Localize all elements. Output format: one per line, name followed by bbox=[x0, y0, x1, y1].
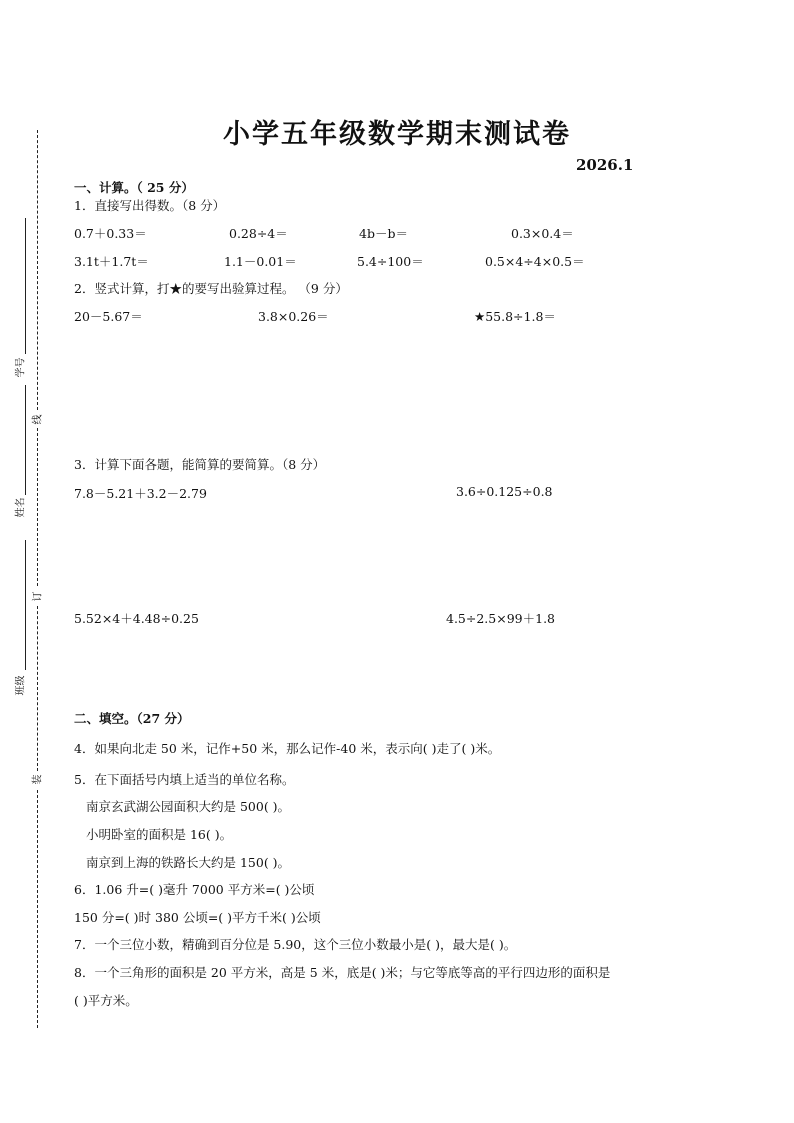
q3-item: 5.52×4＋4.48÷0.25 bbox=[74, 611, 199, 626]
q1-item: 0.7＋0.33＝ bbox=[74, 226, 147, 241]
section2-heading: 二、填空。（27 分） bbox=[74, 711, 190, 726]
q2-label: 2．竖式计算，打★的要写出验算过程。 （9 分） bbox=[74, 281, 348, 296]
class-write-line bbox=[25, 540, 26, 670]
q2-item: 20－5.67＝ bbox=[74, 309, 143, 324]
q2-item: 3.8×0.26＝ bbox=[258, 309, 329, 324]
binding-label-order: 订 bbox=[32, 591, 44, 602]
q7-text: 7．一个三位小数，精确到百分位是 5.90，这个三位小数最小是( )，最大是( )。 bbox=[74, 937, 517, 952]
section1-heading: 一、计算。（ 25 分） bbox=[74, 180, 194, 195]
q2-item: ★55.8÷1.8＝ bbox=[474, 309, 556, 324]
binding-dash-line-bottom bbox=[37, 790, 38, 1028]
q8-line2: ( )平方米。 bbox=[74, 993, 138, 1008]
binding-label-line: 线 bbox=[32, 414, 44, 425]
q1-item: 0.3×0.4＝ bbox=[511, 226, 574, 241]
binding-dash-line-low bbox=[37, 606, 38, 771]
q5-line: 南京到上海的铁路长大约是 150( )。 bbox=[86, 855, 291, 870]
q5-label: 5．在下面括号内填上适当的单位名称。 bbox=[74, 772, 295, 787]
name-label: 姓名 bbox=[15, 497, 27, 518]
q1-item: 3.1t＋1.7t＝ bbox=[74, 254, 149, 269]
name-write-line bbox=[25, 385, 26, 495]
page-title: 小学五年级数学期末测试卷 bbox=[223, 119, 571, 150]
q3-item: 3.6÷0.125÷0.8 bbox=[456, 484, 553, 499]
exam-date: 2026.1 bbox=[576, 156, 634, 174]
class-label: 班级 bbox=[15, 675, 27, 696]
binding-dash-line-top bbox=[37, 130, 38, 410]
q1-item: 0.28÷4＝ bbox=[229, 226, 288, 241]
q1-label: 1．直接写出得数。（8 分） bbox=[74, 198, 226, 213]
q6-line2: 150 分=( )时 380 公顷=( )平方千米( )公顷 bbox=[74, 910, 321, 925]
student-id-label: 学号 bbox=[15, 357, 27, 378]
q8-line1: 8．一个三角形的面积是 20 平方米，高是 5 米，底是( )米；与它等底等高的平行四边形的面积是 bbox=[74, 965, 611, 980]
q1-item: 5.4÷100＝ bbox=[357, 254, 424, 269]
q5-line: 南京玄武湖公园面积大约是 500( )。 bbox=[86, 799, 291, 814]
binding-label-bind: 装 bbox=[32, 774, 44, 785]
q5-line: 小明卧室的面积是 16( )。 bbox=[86, 827, 233, 842]
q4-text: 4．如果向北走 50 米，记作+50 米，那么记作-40 米，表示向( )走了( )米。 bbox=[74, 741, 501, 756]
q6-line1: 6．1.06 升=( )毫升 7000 平方米=( )公顷 bbox=[74, 882, 315, 897]
binding-dash-line-mid bbox=[37, 428, 38, 586]
q1-item: 1.1－0.01＝ bbox=[224, 254, 297, 269]
q3-item: 4.5÷2.5×99＋1.8 bbox=[446, 611, 555, 626]
student-id-write-line bbox=[25, 218, 26, 354]
q1-item: 4b－b＝ bbox=[359, 226, 408, 241]
q1-item: 0.5×4÷4×0.5＝ bbox=[485, 254, 585, 269]
q3-item: 7.8－5.21＋3.2－2.79 bbox=[74, 486, 207, 501]
q3-label: 3．计算下面各题，能简算的要简算。（8 分） bbox=[74, 457, 326, 472]
